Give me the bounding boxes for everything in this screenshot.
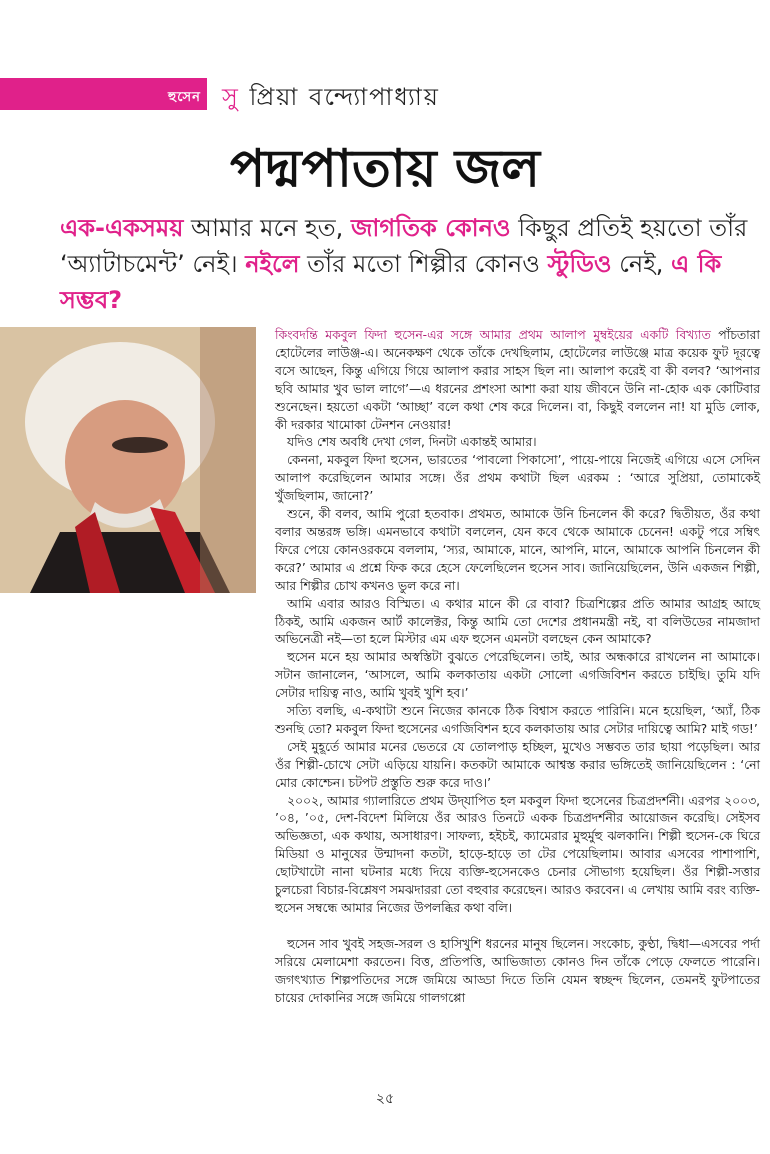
standfirst-part: জাগতিক কোনও (350, 214, 511, 242)
author-byline (222, 79, 440, 119)
body-paragraph: কেননা, মকবুল ফিদা হুসেন, ভারতের ‘পাবলো পিকাসো’, পায়ে-পায়ে নিজেই এগিয়ে এসে সেদিন আলাপ করেছিলেন আমার সঙ্গে। ওঁর প্রথম কথাটা ছিল এরকম : ‘আরে সুপ্রিয়া, তোমাকেই খুঁজছিলাম, জানো?’ (275, 453, 760, 504)
standfirst-part: এ কি সম্ভব? (60, 250, 722, 314)
body-paragraph: সত্যি বলছি, এ-কথাটা শুনে নিজের কানকে ঠিক বিশ্বাস করতে পারিনি। মনে হয়েছিল, ‘অ্যাঁ, ঠিক শুনছি তো? মকবুল ফিদা হুসেনের এগজিবিশন হবে কলকাতায় আর সেটার দায়িত্বে আমি? মাই গড!’ (275, 704, 760, 736)
standfirst-part: এক-একসময় (60, 214, 184, 242)
page-number: ২৫ (375, 1091, 395, 1107)
standfirst-part: তাঁর মতো শিল্পীর কোনও (299, 250, 548, 278)
body-paragraph: সেই মুহূর্তে আমার মনের ভেতরে যে তোলপাড় হচ্ছিল, মুখেও সম্ভবত তার ছায়া পড়েছিল। আর ওঁর শিল্পী-চোখে সেটা এড়িয়ে যায়নি। কতকটা আমাকে আশ্বস্ত করার ভঙ্গিতেই জানিয়েছিলেন : ‘নো মোর কোশ্চেন। চটপট প্রস্তুতি শুরু করে দাও।’ (275, 739, 760, 790)
lead-in: কিংবদন্তি মকবুল ফিদা হুসেন-এর সঙ্গে আমার প্রথম আলাপ মুম্বইয়ের একটি বিখ্যাত (275, 328, 711, 342)
standfirst-part: কিছুর প্রতিই হয়তো তাঁর ‘অ্যাটাচমেন্ট’ নেই। (60, 214, 748, 278)
body-paragraph: শুনে, কী বলব, আমি পুরো হতবাক। প্রথমত, আমাকে উনি চিনলেন কী করে? দ্বিতীয়ত, ওঁর কথা বলার অন্তরঙ্গ ভঙ্গি। এমনভাবে কথাটা বললেন, যেন কবে থেকে আমাকে চেনেন! একটু পরে সম্বিৎ ফিরে পেয়ে কোনওরকমে বললাম, ‘স্যর, আমাকে, মানে, আপনি, মানে, আমাকে আপনি চিনলেন কী করে?’ আমার এ প্রশ্নে ফিক করে হেসে ফেলেছিলেন হুসেন সাব। জানিয়েছিলেন, উনি একজন শিল্পী, আর শিল্পীর চোখ কখনও ভুল করে না। (275, 507, 760, 593)
body-paragraph: ২০০২, আমার গ্যালারিতে প্রথম উদ্‌যাপিত হল মকবুল ফিদা হুসেনের চিত্রপ্রদর্শনী। এরপর ২০০৩, ’০৪, ’০৫, দেশ-বিদেশ মিলিয়ে ওঁর আরও তিনটে একক চিত্রপ্রদর্শনীর আয়োজন করেছি। সেইসব অভিজ্ঞতা, এক কথায়, অসাধারণ। সাফল্য, হইচই, ক্যামেরার মুহুর্মুহু ঝলকানি। শিল্পী হুসেন-কে ঘিরে মিডিয়া ও মানুষের উন্মাদনা কতটা, হাড়ে-হাড়ে তা টের পেয়েছিলাম। আবার এসবের পাশাপাশি, ছোটখাটো নানা ঘটনার মধ্যে দিয়ে ব্যক্তি-হুসেনকেও চেনার সৌভাগ্য হয়েছিল। ওঁর শিল্পী-সত্তার চুলচেরা বিচার-বিশ্লেষণ সমঝদাররা তো বহুবার করেছেন। আরও করবেন। এ লেখায় আমি বরং ব্যক্তি-হুসেন সম্বন্ধে আমার নিজের উপলব্ধির কথা বলি। (275, 793, 760, 915)
paragraph-text: পাঁচতারা হোটেলের লাউঞ্জ-এ। অনেকক্ষণ থেকে তাঁকে দেখছিলাম, হোটেলের লাউঞ্জে মাত্র কয়েক ফুট দূরত্বে বসে আছেন, কিন্তু এগিয়ে গিয়ে আলাপ করার সাহস ছিল না। আলাপ করেই বা কী বলব? ‘আপনার ছবি আমার খুব ভাল লাগে’—এ ধরনের প্রশংসা আশা করা যায় জীবনে উনি না-হোক এক কোটিবার শুনেছেন। হয়তো একটা ‘আচ্ছা’ বলে কথা শেষ করে দিলেন। বা, কিছুই বললেন না! যা মুডি লোক, কী দরকার খামোকা টেনশন নেওয়ার! (275, 328, 760, 432)
article-title: পদ্মপাতায় জল (229, 138, 541, 199)
body-paragraph: আমি এবার আরও বিস্মিত। এ কথার মানে কী রে বাবা? চিত্রশিল্পের প্রতি আমার আগ্রহ আছে ঠিকই, আমি একজন আর্ট কালেক্টর, কিন্তু আমি তো দেশের প্রধানমন্ত্রী নই, বা বলিউডের নামজাদা অভিনেত্রী নই—তা হলে মিস্টার এম এফ হুসেন এমনটা বলছেন কেন আমাকে? (275, 596, 760, 647)
standfirst-part: নইলে (245, 250, 300, 278)
standfirst (60, 210, 760, 318)
body-paragraph: হুসেন সাব খুবই সহজ-সরল ও হাসিখুশি ধরনের মানুষ ছিলেন। সংকোচ, কুণ্ঠা, দ্বিধা—এসবের পর্দা সরিয়ে মেলামেশা করতেন। বিত্ত, প্রতিপত্তি, আভিজাত্য কোনও দিন তাঁকে পেড়ে ফেলতে পারেনি। জগৎখ্যাত শিল্পপতিদের সঙ্গে জমিয়ে আড্ডা দিতে তিনি যেমন স্বচ্ছন্দ ছিলেন, তেমনই ফুটপাতের চায়ের দোকানির সঙ্গে জমিয়ে গালগপ্পো (275, 936, 760, 1005)
author-name-rest: প্রিয়া বন্দ্যোপাধ্যায় (249, 83, 440, 111)
author-first-letter: সু (222, 83, 240, 111)
body-paragraph: হুসেন মনে হয় আমার অস্বস্তিটা বুঝতে পেরেছিলেন। তাই, আর অন্ধকারে রাখলেন না আমাকে। সটান জানালেন, ‘আসলে, আমি কলকাতায় একটা সোলো এগজিবিশন করতে চাইছি। তুমি যদি সেটার দায়িত্ব নাও, আমি খুবই খুশি হব।’ (275, 650, 760, 701)
body-paragraph: যদিও শেষ অবধি দেখা গেল, দিনটা একান্তই আমার। (287, 435, 537, 450)
standfirst-part: আমার মনে হত, (183, 214, 351, 242)
standfirst-part: স্টুডিও (547, 250, 612, 278)
article-body (275, 327, 760, 1008)
section-label: হুসেন (168, 90, 201, 105)
portrait-photo (0, 327, 256, 593)
standfirst-part: নেই, (611, 250, 671, 278)
body-paragraph (275, 327, 760, 434)
paragraph-gap (275, 918, 760, 936)
